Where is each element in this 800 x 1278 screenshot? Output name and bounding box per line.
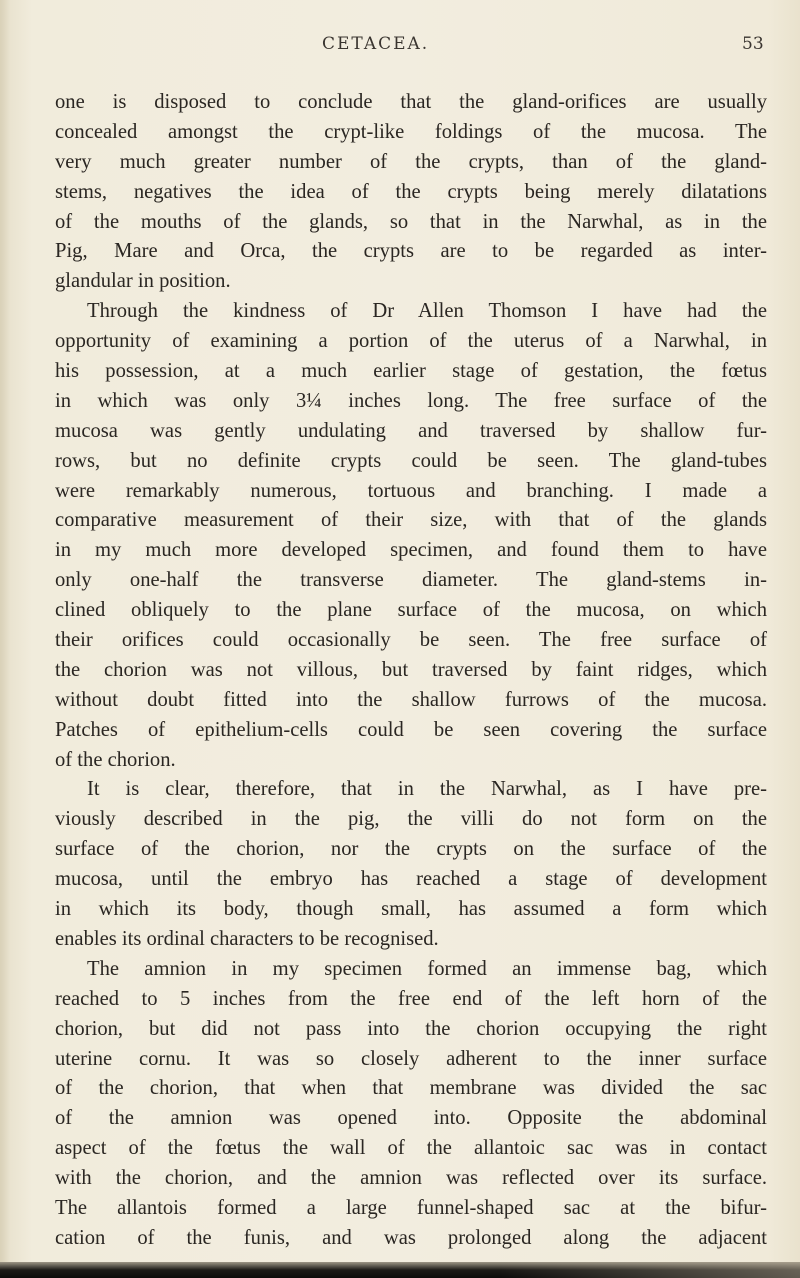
text-line: mucosa, until the embryo has reached a stage of development	[55, 868, 767, 891]
text-line: concealed amongst the crypt-like foldings of the mucosa. The	[55, 120, 767, 143]
text-line: in which its body, though small, has assumed a form which	[55, 898, 767, 921]
text-line: aspect of the fœtus the wall of the allantoic sac was in contact	[55, 1137, 767, 1160]
text-line: without doubt fitted into the shallow furrows of the mucosa.	[55, 688, 767, 711]
text-line: his possession, at a much earlier stage of gestation, the fœtus	[55, 360, 767, 383]
text-line: Through the kindness of Dr Allen Thomson I have had the	[87, 300, 767, 323]
text-line: viously described in the pig, the villi do not form on the	[55, 808, 767, 831]
text-line: very much greater number of the crypts, than of the gland-	[55, 150, 767, 173]
text-line: chorion, but did not pass into the chorion occupying the right	[55, 1017, 767, 1040]
text-line: reached to 5 inches from the free end of the left horn of the	[55, 987, 767, 1010]
running-title: CETACEA.	[322, 34, 430, 54]
text-line: It is clear, therefore, that in the Narwhal, as I have pre-	[87, 778, 767, 801]
scan-edge-fade	[500, 1262, 800, 1278]
text-line: Patches of epithelium-cells could be seen covering the surface	[55, 718, 767, 741]
text-line: their orifices could occasionally be seen. The free surface of	[55, 629, 767, 652]
text-line: The allantois formed a large funnel-shaped sac at the bifur-	[55, 1196, 767, 1219]
text-line: rows, but no definite crypts could be seen. The gland-tubes	[55, 449, 767, 472]
text-line: stems, negatives the idea of the crypts being merely dilatations	[55, 180, 767, 203]
text-line: surface of the chorion, nor the crypts on the surface of the	[55, 838, 767, 861]
text-line: of the chorion.	[55, 748, 176, 771]
text-line: one is disposed to conclude that the gland-orifices are usually	[55, 91, 767, 113]
text-line: of the chorion, that when that membrane was divided the sac	[55, 1077, 767, 1100]
text-line: uterine cornu. It was so closely adherent to the inner surface	[55, 1047, 767, 1070]
text-line: enables its ordinal characters to be recognised.	[55, 927, 439, 950]
text-line: the chorion was not villous, but traversed by faint ridges, which	[55, 658, 767, 681]
text-line: were remarkably numerous, tortuous and branching. I made a	[55, 479, 767, 502]
text-line: The amnion in my specimen formed an immense bag, which	[87, 957, 767, 980]
text-line: cation of the funis, and was prolonged along the adjacent	[55, 1226, 767, 1249]
text-line: Pig, Mare and Orca, the crypts are to be regarded as inter-	[55, 240, 767, 263]
page-number: 53	[742, 34, 764, 54]
text-line: in which was only 3¼ inches long. The free surface of the	[55, 389, 767, 412]
text-line: of the mouths of the glands, so that in the Narwhal, as in the	[55, 210, 767, 233]
page-gutter-shadow	[0, 0, 10, 1278]
text-line: opportunity of examining a portion of the uterus of a Narwhal, in	[55, 330, 767, 353]
text-line: clined obliquely to the plane surface of the mucosa, on which	[55, 599, 767, 622]
text-line: in my much more developed specimen, and found them to have	[55, 539, 767, 562]
running-head	[0, 34, 800, 62]
text-line: comparative measurement of their size, with that of the glands	[55, 509, 767, 532]
body-text	[55, 88, 767, 1254]
text-line: only one-half the transverse diameter. The gland-stems in-	[55, 569, 767, 592]
text-line: of the amnion was opened into. Opposite the abdominal	[55, 1107, 767, 1130]
text-line: mucosa was gently undulating and traversed by shallow fur-	[55, 419, 767, 442]
text-line: with the chorion, and the amnion was reflected over its surface.	[55, 1167, 767, 1190]
text-line: glandular in position.	[55, 270, 231, 293]
